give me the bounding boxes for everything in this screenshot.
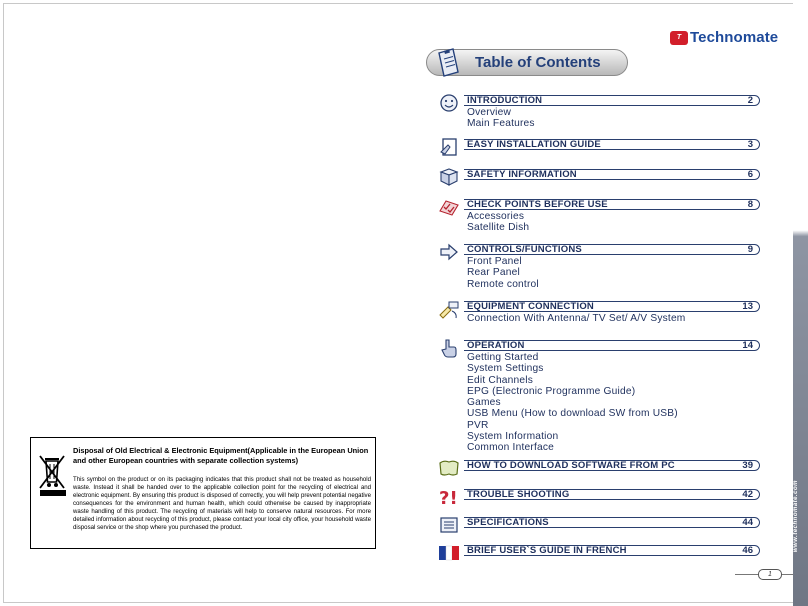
disposal-body: This symbol on the product or on its packaging indicates that this product shall not be treated as household waste. Instead it shall be handed over to the applicable collection point for the recycling of electrical and electronic equipment. By ensuring this product is disposed of correctly, you will help prevent potential negative consequences for the environment and human health, which could otherwise be caused by inappropriate waste handling of this product. The recycling of materials will help to conserve natural resources. For more detailed information about recycling of this product, please contact your local city office, your household waste disposal service or the shop where you purchased the product. <box>73 476 371 532</box>
section-page: 9 <box>747 244 753 255</box>
section-header <box>464 301 760 312</box>
question-exclamation-icon <box>438 487 460 507</box>
section-header <box>464 545 760 556</box>
disposal-bar <box>40 490 66 496</box>
subsection[interactable]: PVR <box>467 419 489 431</box>
section-title: SPECIFICATIONS <box>467 517 549 528</box>
smiley-icon <box>438 93 460 113</box>
checklist-icon <box>438 197 460 217</box>
section-title: HOW TO DOWNLOAD SOFTWARE FROM PC <box>467 460 675 471</box>
subsection[interactable]: Rear Panel <box>467 267 520 279</box>
brand-logo <box>670 29 778 46</box>
stacked-boxes-icon <box>438 167 460 187</box>
section-header <box>464 340 760 351</box>
section-page: 46 <box>742 545 753 556</box>
side-strip <box>793 0 808 606</box>
spec-sheet-icon <box>438 515 460 535</box>
subsection[interactable]: Overview <box>467 107 512 118</box>
section-page: 44 <box>742 517 753 528</box>
arrow-right-icon <box>438 242 460 262</box>
hand-pointer-icon <box>438 338 460 358</box>
section-header <box>464 244 760 255</box>
section-title: TROUBLE SHOOTING <box>467 489 570 500</box>
page-number: 1 <box>758 569 782 580</box>
subsection[interactable]: USB Menu (How to download SW from USB) <box>467 408 678 420</box>
section-page: 8 <box>747 199 753 210</box>
section-header <box>464 199 760 210</box>
hand-document-icon <box>438 137 460 157</box>
section-header <box>464 489 760 500</box>
toc-banner <box>426 49 628 76</box>
brand-name: Technomate <box>690 29 779 46</box>
french-flag-icon <box>438 543 460 563</box>
section-header <box>464 139 760 150</box>
section-header <box>464 460 760 471</box>
clipboard-icon <box>433 45 463 77</box>
disposal-title: Disposal of Old Electrical & Electronic Equipment(Applicable in the European Union and other European countries with separate collection systems) <box>73 446 369 465</box>
subsection[interactable]: EPG (Electronic Programme Guide) <box>467 385 636 397</box>
section-page: 6 <box>747 169 753 180</box>
subsection[interactable]: Remote control <box>467 278 539 290</box>
section-title: SAFETY INFORMATION <box>467 169 577 180</box>
section-page: 2 <box>747 95 753 106</box>
download-frame-icon <box>438 458 460 478</box>
section-title: BRIEF USER`S GUIDE IN FRENCH <box>467 545 627 556</box>
section-page: 39 <box>742 460 753 471</box>
section-title: EASY INSTALLATION GUIDE <box>467 139 601 150</box>
subsection[interactable]: Accessories <box>467 211 525 222</box>
connection-icon <box>438 299 460 319</box>
section-header <box>464 95 760 106</box>
section-page: 42 <box>742 489 753 500</box>
subsection[interactable]: Front Panel <box>467 256 522 267</box>
section-header <box>464 517 760 528</box>
toc-title: Table of Contents <box>475 54 601 71</box>
section-title: OPERATION <box>467 340 525 351</box>
subsection[interactable]: Common Interface <box>467 442 554 454</box>
subsection[interactable]: Satellite Dish <box>467 222 530 234</box>
section-header <box>464 169 760 180</box>
section-title: INTRODUCTION <box>467 95 543 106</box>
subsection[interactable]: Main Features <box>467 118 535 130</box>
section-title: EQUIPMENT CONNECTION <box>467 301 594 312</box>
section-title: CONTROLS/FUNCTIONS <box>467 244 582 255</box>
svg-text:?!: ?! <box>439 488 458 507</box>
crossed-bin-icon <box>37 452 67 494</box>
subsection[interactable]: Getting Started <box>467 352 539 363</box>
subsection[interactable]: Edit Channels <box>467 374 534 386</box>
weee-disposal-notice <box>30 437 376 549</box>
website-url: www.technomate.com <box>793 480 799 553</box>
subsection[interactable]: Connection With Antenna/ TV Set/ A/V System <box>467 313 686 324</box>
subsection[interactable]: System Information <box>467 431 559 443</box>
section-page: 14 <box>742 340 753 351</box>
section-page: 13 <box>742 301 753 312</box>
brand-logo-mark: T <box>670 31 688 45</box>
section-title: CHECK POINTS BEFORE USE <box>467 199 608 210</box>
subsection[interactable]: Games <box>467 397 501 409</box>
section-page: 3 <box>747 139 753 150</box>
subsection[interactable]: System Settings <box>467 363 544 375</box>
